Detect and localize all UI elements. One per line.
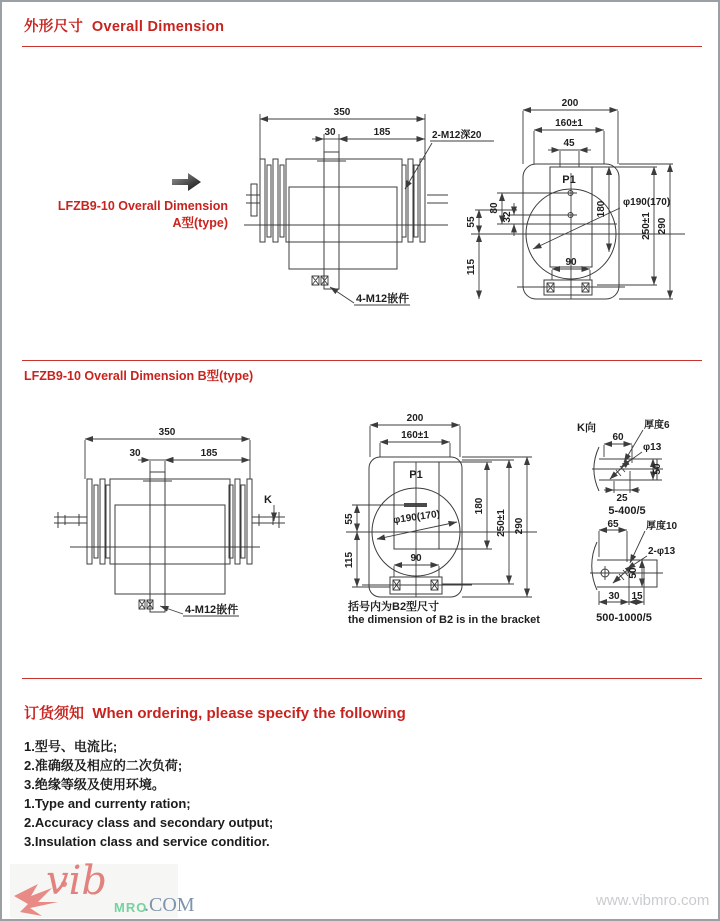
logo-com-text: .COM <box>144 894 195 916</box>
b-front-note-en: the dimension of B2 is in the bracket <box>348 614 540 626</box>
b-front-dim-160: 160±1 <box>401 430 429 441</box>
a-type-front-view-drawing <box>457 87 720 322</box>
k-top-dim-50: 50 <box>652 463 663 475</box>
a-front-dim-115: 115 <box>466 258 477 276</box>
page-title <box>24 15 224 36</box>
b-front-label-p1: P1 <box>409 469 423 481</box>
a-front-dim-290: 290 <box>657 217 668 235</box>
k-top-dim-25: 25 <box>616 493 628 504</box>
a-front-dim-180: 180 <box>596 200 607 218</box>
k-bottom-dim-50: 50 <box>628 567 639 579</box>
b-type-side-view-drawing <box>27 417 327 622</box>
vibmro-logo <box>10 858 195 918</box>
page-title-en: Overall Dimension <box>91 19 225 35</box>
a-side-dim-185: 185 <box>373 127 391 138</box>
logo-script-text: vib <box>46 858 107 904</box>
a-front-dim-32: 32 <box>502 211 513 223</box>
k-bottom-hole: 2-φ13 <box>648 546 676 557</box>
ordering-item: 1.型号、电流比; <box>24 739 118 754</box>
b-side-dim-185: 185 <box>200 448 218 459</box>
b-side-dim-30: 30 <box>129 448 141 459</box>
b-side-body <box>54 472 285 612</box>
section-divider-rule-1 <box>22 360 702 361</box>
k-detail-bottom <box>590 519 678 624</box>
section-a-label-line1: LFZB9-10 Overall Dimension <box>57 199 228 213</box>
site-url: www.vibmro.com <box>596 892 710 909</box>
ordering-item: 2.准确级及相应的二次负荷; <box>24 758 183 773</box>
ordering-heading-zh: 订货须知 <box>24 705 85 722</box>
a-front-label-phi: φ190(170) <box>623 197 671 208</box>
header-rule <box>22 46 702 47</box>
b-front-dim-290: 290 <box>514 517 525 535</box>
ordering-item: 1.Type and currenty ration; <box>24 796 191 811</box>
b-side-dim-350: 350 <box>158 427 176 438</box>
b-front-label-phi: φ190(170) <box>392 508 441 527</box>
a-front-dim-55: 55 <box>466 216 477 228</box>
a-front-dim-200: 200 <box>561 98 579 109</box>
section-a-label-line2: A型(type) <box>172 216 228 230</box>
k-bottom-dim-30: 30 <box>608 591 620 602</box>
b-front-dim-115: 115 <box>344 551 355 569</box>
a-front-label-p1: P1 <box>562 174 576 186</box>
b-side-label-k: K <box>264 494 272 506</box>
a-front-dim-160: 160±1 <box>555 118 583 129</box>
k-top-ratio: 5-400/5 <box>608 505 646 517</box>
a-front-dim-250: 250±1 <box>641 212 652 240</box>
ordering-item: 3.绝缘等级及使用环境。 <box>24 777 165 792</box>
pointer-arrow-icon <box>172 171 204 194</box>
k-bottom-dim-65: 65 <box>607 519 619 530</box>
b-side-note-bottom: 4-M12嵌件 <box>185 604 239 616</box>
a-side-note-bottom: 4-M12嵌件 <box>356 293 410 305</box>
a-side-dim-30: 30 <box>324 127 336 138</box>
b-front-dim-200: 200 <box>406 413 424 424</box>
ordering-item: 3.Insulation class and service conditior. <box>24 834 270 849</box>
k-top-thickness: 厚度6 <box>644 420 670 431</box>
ordering-heading <box>24 702 406 723</box>
a-front-body <box>471 164 685 299</box>
logo-mro-text: MRO <box>114 900 148 915</box>
section-a-label <box>30 198 228 232</box>
a-side-note-top: 2-M12深20 <box>432 130 482 141</box>
k-view-label: K向 <box>577 422 596 434</box>
page-title-zh: 外形尺寸 <box>24 19 84 35</box>
b-side-dimensions <box>85 439 274 616</box>
ordering-item: 2.Accuracy class and secondary output; <box>24 815 274 830</box>
k-bottom-thickness: 厚度10 <box>646 521 678 532</box>
a-side-dim-350: 350 <box>333 107 351 118</box>
a-front-dim-45: 45 <box>563 138 575 149</box>
b-type-front-view-drawing <box>332 402 562 632</box>
k-bottom-dim-15: 15 <box>631 591 643 602</box>
b-front-dim-55: 55 <box>344 513 355 525</box>
k-bottom-ratio: 500-1000/5 <box>596 612 652 624</box>
b-front-note-zh: 括号内为B2型尺寸 <box>348 601 440 613</box>
ordering-list <box>24 737 273 851</box>
k-top-dim-60: 60 <box>612 432 624 443</box>
k-detail-top <box>577 418 670 517</box>
section-b-label: LFZB9-10 Overall Dimension B型(type) <box>24 369 254 383</box>
section-divider-rule-2 <box>22 678 702 679</box>
a-side-body <box>244 152 448 289</box>
b-front-body <box>346 457 537 597</box>
k-direction-detail-drawing <box>557 407 720 642</box>
b-front-dim-180: 180 <box>474 497 485 515</box>
b-front-dim-250: 250±1 <box>496 509 507 537</box>
a-front-dim-80: 80 <box>489 202 500 214</box>
ordering-heading-en: When ordering, please specify the following <box>92 705 406 722</box>
b-front-dim-90: 90 <box>410 553 422 564</box>
k-top-hole: φ13 <box>643 442 662 453</box>
a-front-dim-90: 90 <box>565 257 577 268</box>
